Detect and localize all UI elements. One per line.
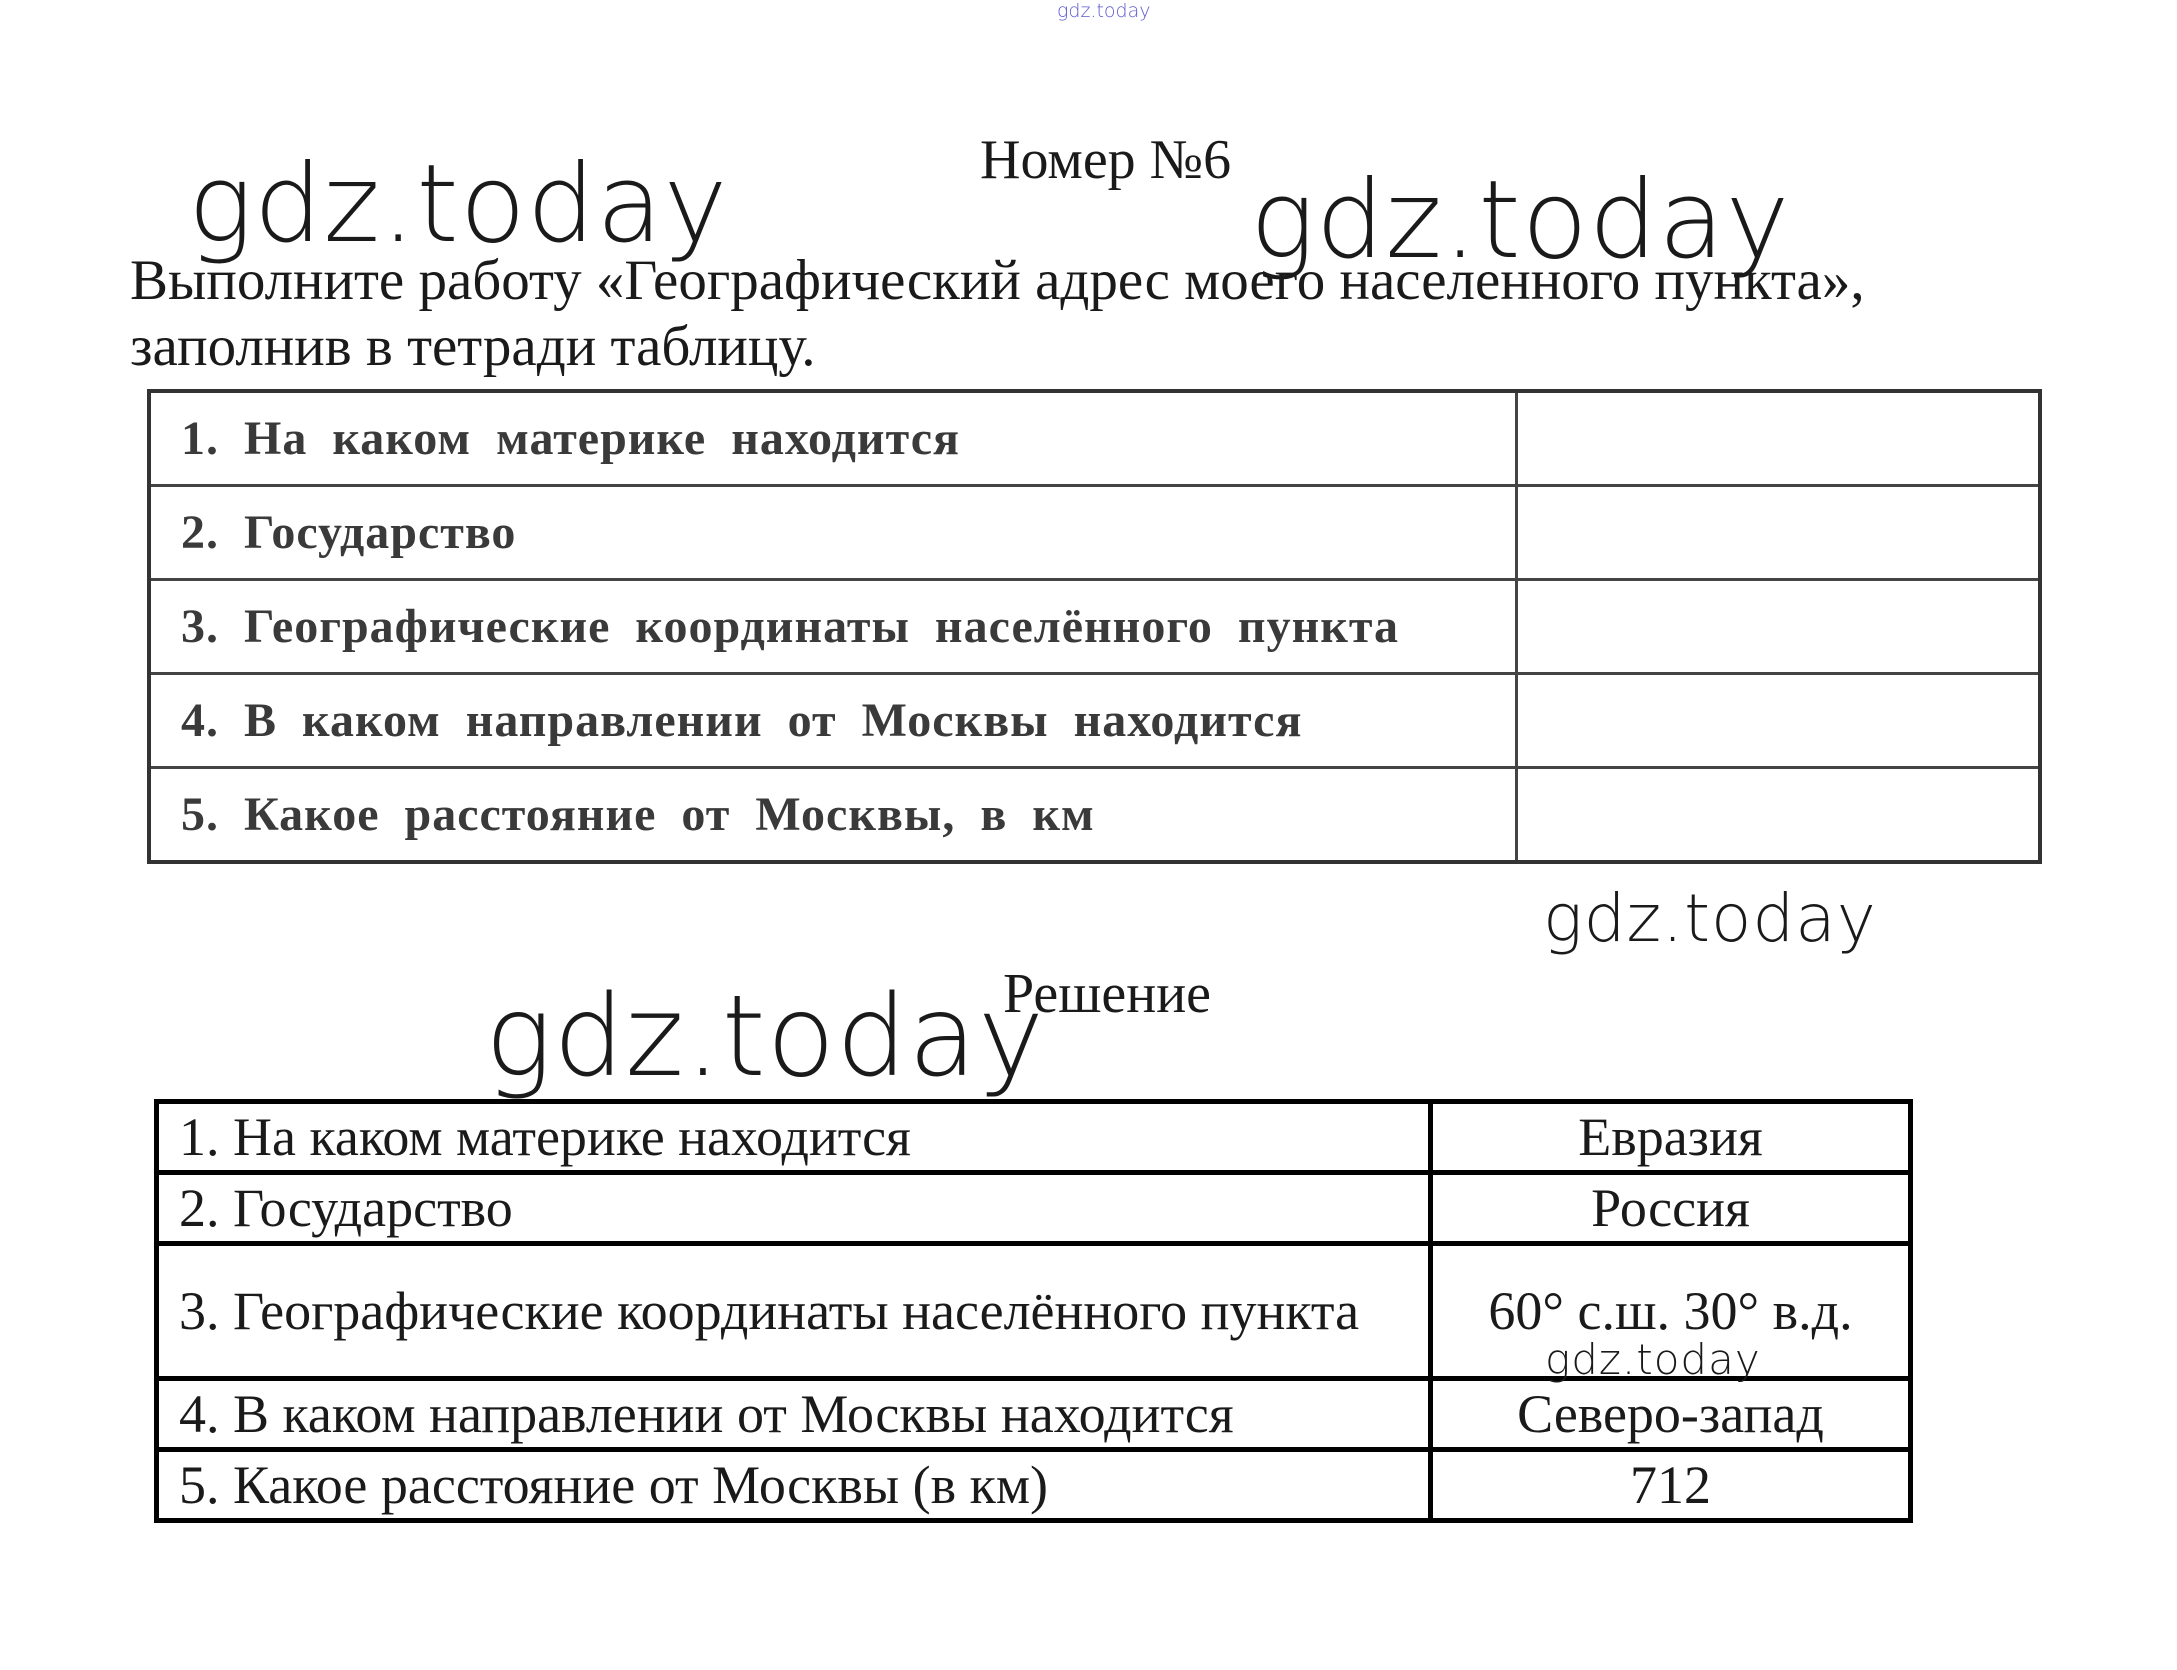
watermark-top: gdz.today bbox=[1057, 0, 1151, 22]
task-number: Номер №6 bbox=[980, 129, 1232, 191]
table-row bbox=[157, 1450, 1911, 1521]
table-row bbox=[157, 1173, 1911, 1244]
watermark-1: gdz.today bbox=[188, 142, 729, 267]
answer-value: Россия bbox=[1431, 1173, 1911, 1244]
task-row-label: 3. Географические координаты населённого пункта bbox=[149, 580, 1517, 674]
table-row bbox=[149, 674, 2040, 768]
answer-value: 712 bbox=[1431, 1450, 1911, 1521]
task-row-label: 2. Государство bbox=[149, 486, 1517, 580]
answer-value: Евразия bbox=[1431, 1102, 1911, 1173]
task-row-label: 1. На каком материке находится bbox=[149, 391, 1517, 486]
task-text: Выполните работу «Географический адрес моего населенного пункта», заполнив в тетради таблицу. bbox=[130, 249, 1865, 378]
answer-question: 4. В каком направлении от Москвы находится bbox=[157, 1379, 1431, 1450]
task-answer-cell bbox=[1517, 391, 2041, 486]
answer-question: 2. Государство bbox=[157, 1173, 1431, 1244]
task-table bbox=[147, 389, 2042, 864]
task-answer-cell bbox=[1517, 580, 2041, 674]
task-answer-cell bbox=[1517, 486, 2041, 580]
answer-value: 60° с.ш. 30° в.д. bbox=[1431, 1244, 1911, 1379]
watermark-2: gdz.today bbox=[1250, 158, 1791, 283]
task-row-label: 5. Какое расстояние от Москвы, в км bbox=[149, 768, 1517, 863]
table-row bbox=[149, 391, 2040, 486]
answer-table bbox=[154, 1099, 1913, 1523]
watermark-4: gdz.today bbox=[485, 972, 1046, 1102]
solution-label: Решение bbox=[1003, 963, 1212, 1025]
watermark-3: gdz.today bbox=[1543, 880, 1877, 957]
table-row bbox=[157, 1102, 1911, 1173]
task-row-label: 4. В каком направлении от Москвы находится bbox=[149, 674, 1517, 768]
answer-value: Северо-запад bbox=[1431, 1379, 1911, 1450]
task-answer-cell bbox=[1517, 674, 2041, 768]
watermark-5: gdz.today bbox=[1545, 1335, 1761, 1384]
table-row bbox=[149, 580, 2040, 674]
table-row bbox=[157, 1379, 1911, 1450]
table-row bbox=[149, 768, 2040, 863]
answer-question: 3. Географические координаты населённого пункта bbox=[157, 1244, 1431, 1379]
answer-question: 1. На каком материке находится bbox=[157, 1102, 1431, 1173]
task-answer-cell bbox=[1517, 768, 2041, 863]
answer-question: 5. Какое расстояние от Москвы (в км) bbox=[157, 1450, 1431, 1521]
table-row bbox=[149, 486, 2040, 580]
